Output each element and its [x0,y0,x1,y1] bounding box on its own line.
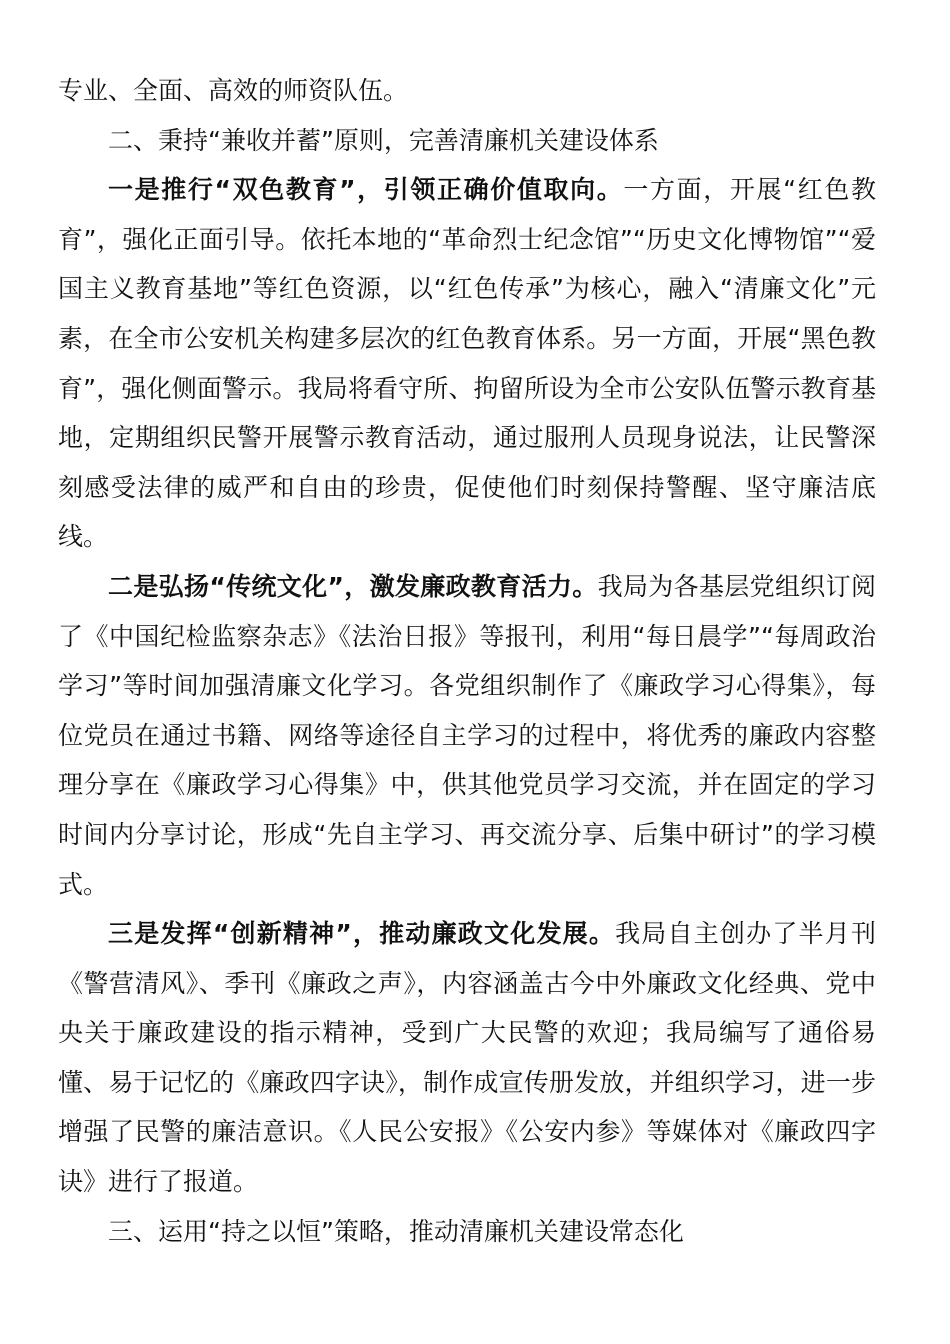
section-2-heading: 二、秉持“兼收并蓄”原则，完善清廉机关建设体系 [108,125,659,155]
paragraph-3-lead: 三是发挥“创新精神”，推动廉政文化发展。 [108,919,616,949]
paragraph-2-body: 我局为各基层党组织订阅了《中国纪检监察杂志》《法治日报》等报刊，利用“每日晨学”“每周政治学习”等时间加强清廉文化学习。各党组织制作了《廉政学习心得集》，每位党员在通过书籍、网络等途径自主学习的过程中，将优秀的廉政内容整理分享在《廉政学习心得集》中，供其他党员学习交流，并在固定的学习时间内分享讨论，形成“先自主学习、再交流分享、后集中研讨”的学习模式。 [58,571,876,899]
paragraph-1-body: 一方面，开展“红色教育”，强化正面引导。依托本地的“革命烈士纪念馆”“历史文化博物馆”“爱国主义教育基地”等红色资源，以“红色传承”为核心，融入“清廉文化”元素，在全市公安机关构建多层次的红色教育体系。另一方面，开展“黑色教育”，强化侧面警示。我局将看守所、拘留所设为全市公安队伍警示教育基地，定期组织民警开展警示教育活动，通过服刑人员现身说法，让民警深刻感受法律的威严和自由的珍贵，促使他们时刻保持警醒、坚守廉洁底线。 [58,175,876,552]
paragraph-1-lead: 一是推行“双色教育”，引领正确价值取向。 [108,175,624,205]
paragraph-2-lead: 二是弘扬“传统文化”，激发廉政教育活力。 [108,571,598,601]
continuation-text: 专业、全面、高效的师资队伍。 [58,76,409,105]
section-3-heading: 三、运用“持之以恒”策略，推动清廉机关建设常态化 [108,1216,684,1246]
paragraph-3 [58,909,876,1207]
paragraph-1 [58,165,876,562]
document-page [58,66,876,1256]
paragraph-3-body: 我局自主创办了半月刊《警营清风》、季刊《廉政之声》，内容涵盖古今中外廉政文化经典、党中央关于廉政建设的指示精神，受到广大民警的欢迎；我局编写了通俗易懂、易于记忆的《廉政四字诀》，制作成宣传册发放，并组织学习，进一步增强了民警的廉洁意识。《人民公安报》《公安内参》等媒体对《廉政四字诀》进行了报道。 [58,919,876,1197]
paragraph-2 [58,562,876,909]
